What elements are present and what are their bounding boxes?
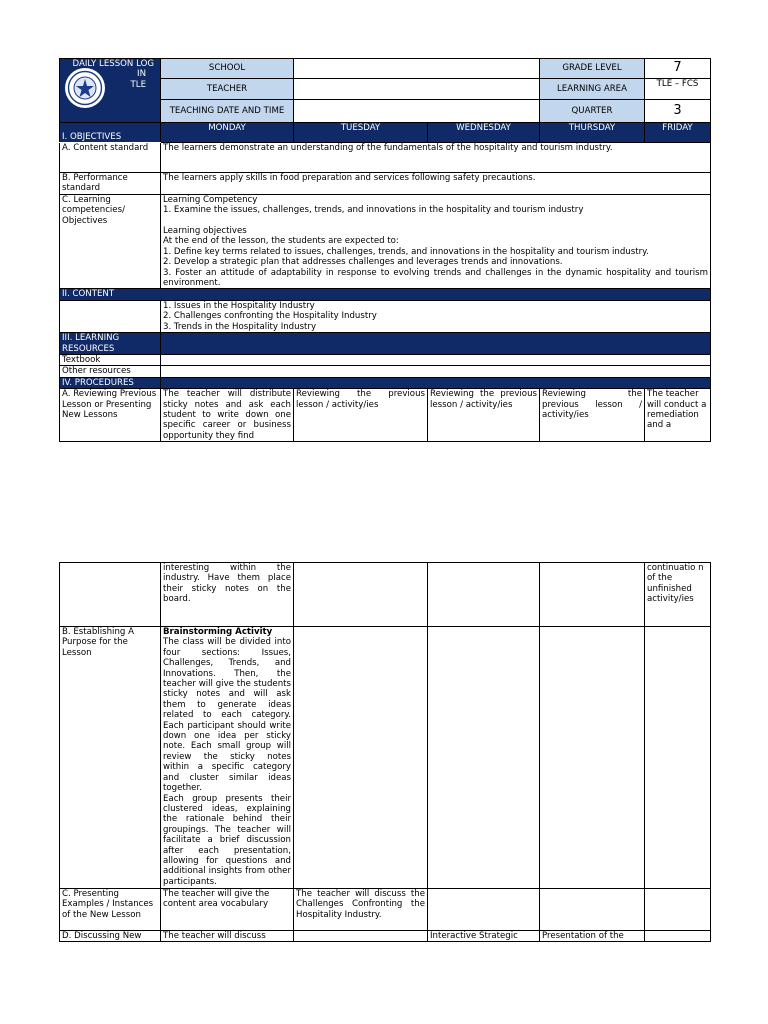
content-item-2: 2. Challenges confronting the Hospitality Industry	[163, 311, 377, 322]
lesson-log-table-top	[59, 58, 711, 442]
procedure-a-tuesday: Reviewing the previous lesson / activity/ies	[294, 389, 428, 442]
performance-standard-label: B. Performance standard	[60, 173, 161, 195]
objective-item-1: 1. Define key terms related to issues, challenges, trends, and innovations in the hospitality and tourism industry.	[163, 246, 649, 257]
header-title-line3: TLE	[130, 79, 146, 90]
header-title-line2: IN	[137, 69, 146, 80]
quarter-value[interactable]: 3	[645, 100, 711, 123]
objective-item-2: 2. Develop a strategic plan that addresses challenges and leverages trends and innovations.	[163, 257, 563, 268]
other-resources-label: Other resources	[60, 366, 161, 377]
section-content: II. CONTENT	[60, 289, 711, 300]
learning-area-value[interactable]: TLE – FCS	[645, 79, 711, 100]
competencies-cell	[161, 194, 711, 289]
procedure-a-monday-cont: interesting within the industry. Have them place their sticky notes on the board.	[161, 563, 294, 627]
brainstorming-title: Brainstorming Activity	[163, 627, 273, 637]
section-objectives: I. OBJECTIVES	[60, 123, 161, 143]
content-standard-label: A. Content standard	[60, 143, 161, 173]
textbook-label: Textbook	[60, 354, 161, 365]
content-list	[161, 300, 711, 332]
procedure-b-monday	[161, 627, 294, 889]
competency-title: Learning Competency	[163, 194, 258, 205]
competency-item-1: 1. Examine the issues, challenges, trends, and innovations in the hospitality and tourism industry	[163, 205, 584, 216]
procedure-d-thursday: Presentation of the	[540, 931, 645, 942]
procedure-d-wednesday: Interactive Strategic	[428, 931, 540, 942]
procedure-d-monday: The teacher will discuss	[161, 931, 294, 942]
day-thursday: THURSDAY	[540, 123, 645, 143]
procedure-a-friday: The teacher will conduct a remediation and a	[645, 389, 711, 442]
procedure-a-friday-cont: continuatio n of the unfinished activity/ies	[645, 563, 711, 627]
teacher-value[interactable]	[294, 79, 540, 100]
brainstorming-paragraph-1: The class will be divided into four sections: Issues, Challenges, Trends, and Innovations. Then, the teacher will give the students sticky notes and will ask them to generate ideas related to each category. Each participant should write down one idea per sticky note. Each small group will review the sticky notes within a specific category and cluster similar ideas together.	[163, 637, 291, 794]
lesson-log-table-continued	[59, 562, 711, 942]
school-label: SCHOOL	[161, 59, 294, 79]
procedure-a-wednesday: Reviewing the previous lesson / activity/ies	[428, 389, 540, 442]
procedure-c-monday: The teacher will give the content area vocabulary	[161, 889, 294, 931]
day-wednesday: WEDNESDAY	[428, 123, 540, 143]
teaching-date-value[interactable]	[294, 100, 540, 123]
procedure-b-label: B. Establishing A Purpose for the Lesson	[60, 627, 161, 889]
grade-level-value[interactable]: 7	[645, 59, 711, 79]
day-friday: FRIDAY	[645, 123, 711, 143]
competencies-label: C. Learning competencies/ Objectives	[60, 194, 161, 289]
procedure-a-label: A. Reviewing Previous Lesson or Presenting New Lessons	[60, 389, 161, 442]
section-learning-resources: III. LEARNING RESOURCES	[60, 333, 161, 355]
section-procedures: IV. PROCEDURES	[60, 377, 161, 388]
objectives-title: Learning objectives	[163, 226, 247, 237]
day-tuesday: TUESDAY	[294, 123, 428, 143]
header-title-line1: DAILY LESSON LOG	[72, 59, 154, 69]
content-item-1: 1. Issues in the Hospitality Industry	[163, 300, 315, 311]
teaching-date-label: TEACHING DATE AND TIME	[161, 100, 294, 123]
header-title-block	[60, 59, 161, 123]
learning-area-label: LEARNING AREA	[540, 79, 645, 100]
objective-item-3: 3. Foster an attitude of adaptability in response to evolving trends and challenges in the dynamic hospitality and tourism environment.	[163, 267, 708, 289]
brainstorming-paragraph-2: Each group presents their clustered ideas, explaining the rationale behind their groupings. The teacher will facilitate a brief discussion after each presentation, allowing for questions and additional insights from other participants.	[163, 793, 291, 887]
procedure-c-tuesday: The teacher will discuss the Challenges Confronting the Hospitality Industry.	[294, 889, 428, 931]
objectives-intro: At the end of the lesson, the students are expected to:	[163, 236, 399, 247]
content-standard-text: The learners demonstrate an understanding of the fundamentals of the hospitality and tourism industry.	[161, 143, 711, 173]
procedure-a-monday: The teacher will distribute sticky notes and ask each student to write down one specific career or business opportunity they find	[161, 389, 294, 442]
grade-level-label: GRADE LEVEL	[540, 59, 645, 79]
quarter-label: QUARTER	[540, 100, 645, 123]
school-value[interactable]	[294, 59, 540, 79]
day-monday: MONDAY	[161, 123, 294, 143]
procedure-a-thursday: Reviewing the previous lesson / activity/ies	[540, 389, 645, 442]
performance-standard-text: The learners apply skills in food preparation and services following safety precautions.	[161, 173, 711, 195]
content-item-3: 3. Trends in the Hospitality Industry	[163, 321, 317, 332]
procedure-d-label: D. Discussing New	[60, 931, 161, 942]
procedure-c-label: C. Presenting Examples / Instances of the New Lesson	[60, 889, 161, 931]
teacher-label: TEACHER	[161, 79, 294, 100]
